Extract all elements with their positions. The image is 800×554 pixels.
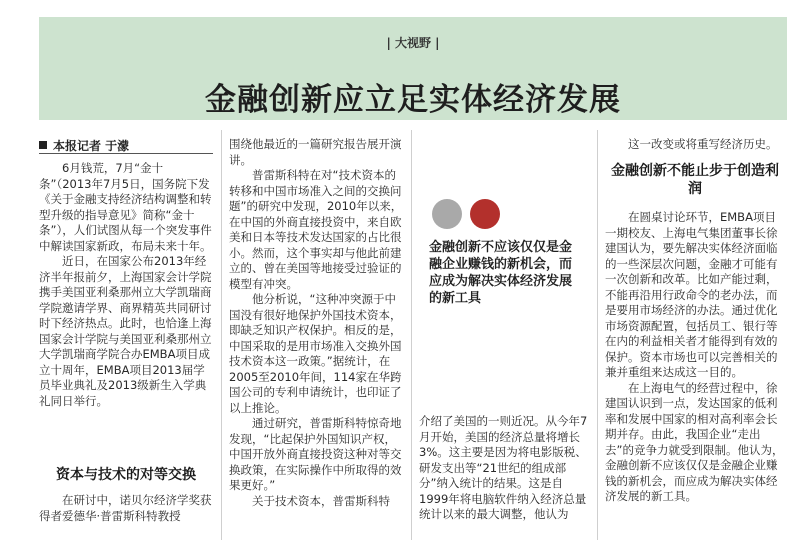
section-tag: | 大视野 | <box>386 36 440 50</box>
column-1-tail <box>39 493 213 524</box>
column-divider <box>411 130 412 540</box>
byline-rule <box>39 153 213 154</box>
column-4-lead <box>605 137 785 153</box>
byline <box>39 137 129 154</box>
column-1 <box>39 161 213 409</box>
paragraph: 近日，在国家公布2013年经济半年报前夕，上海国家会计学院携手美国亚利桑那州立大学凯瑞商学院邀请学界、商界精英共同研讨时下经济热点。此时，也恰逢上海国家会计学院与美国亚利桑那州立大学凯瑞商学院合办EMBA项目成立十周年，EMBA项目2013届学员毕业典礼及2013级新生入学典礼同日举行。 <box>39 254 212 408</box>
paragraph: 在圆桌讨论环节，EMBA项目一期校友、上海电气集团董事长徐建国认为，要先解决实体经济面临的一些深层次问题，金融才可能有一次创新和改革。比如产能过剩，不能再沿用行政命令的老办法，而是要用市场经济的办法。通过优化市场资源配置，包括员工、银行等在内的利益相关者才能得到有效的保护。资本市场也可以完善相关的兼并重组来达成这一目的。 <box>605 210 778 379</box>
byline-text: 本报记者 于濛 <box>53 139 130 153</box>
column-2 <box>229 137 403 509</box>
pull-quote <box>419 190 597 420</box>
red-circle-icon <box>470 199 500 229</box>
paragraph: 在上海电气的经营过程中，徐建国认识到一点，发达国家的低利率和发展中国家的相对高利率会长期并存。由此，我国企业“走出去”的竞争力就受到限制。他认为，金融创新不应该仅仅是金融企业赚钱的新机会，而应成为解决实体经济发展的新工具。 <box>605 380 784 503</box>
paragraph: 在研讨中，诺贝尔经济学奖获得者爱德华·普雷斯科特教授 <box>39 493 212 523</box>
column-3-tail <box>419 414 591 523</box>
paragraph: 介绍了美国的一则近况。从今年7月开始，美国的经济总量将增长3%。这主要是因为将电影版税、研发支出等“21世纪的组成部分”纳入统计的结果。这是自1999年将电脑软件纳入经济总量统计以来的最大调整，他认为 <box>419 414 588 521</box>
paragraph: 普雷斯科特在对“技术资本的转移和中国市场准入之间的交换问题”的研究中发现，2010年以来，在中国的外商直接投资中，来自欧美和日本等技术发达国家的占比很小。然而，这个事实却与他此前建立的、曾在美国等地接受过验证的模型有冲突。 <box>229 168 403 291</box>
paragraph: 围绕他最近的一篇研究报告展开演讲。 <box>229 137 402 167</box>
subhead-financial-innovation: 金融创新不能止步于创造利润 <box>611 163 779 197</box>
column-divider <box>597 130 598 540</box>
headline: 金融创新应立足实体经济发展 <box>205 82 621 118</box>
pull-quote-text: 金融创新不应该仅仅是金融企业赚钱的新机会，而应成为解决实体经济发展的新工具 <box>429 240 573 306</box>
paragraph: 6月钱荒，7月“金十条”（2013年7月5日，国务院下发《关于金融支持经济结构调整和转型升级的指导意见》简称“金十条”），人们试图从每一个突发事件中解读国家新政，布局未来十年。 <box>39 161 212 253</box>
column-4 <box>605 210 785 505</box>
square-bullet-icon <box>39 141 47 149</box>
paragraph: 这一改变或将重写经济历史。 <box>628 137 778 151</box>
paragraph: 通过研究，普雷斯科特惊奇地发现，“比起保护外国知识产权，中国开放外商直接投资这种对等交换政策，在实际操作中所取得的效果更好。” <box>229 416 402 492</box>
column-divider <box>221 130 222 540</box>
gray-circle-icon <box>432 199 462 229</box>
paragraph: 关于技术资本，普雷斯科特 <box>252 493 390 508</box>
subhead-capital-technology: 资本与技术的对等交换 <box>56 467 196 483</box>
title-banner <box>39 17 787 120</box>
paragraph: 他分析说，“这种冲突源于中国没有很好地保护外国技术资本，即缺乏知识产权保护。相反的是，中国采取的是用市场准入交换外国技术资本这一政策。”据统计，在2005至2010年间，114家在华跨国公司的专利申请统计，也印证了以上推论。 <box>229 292 402 415</box>
